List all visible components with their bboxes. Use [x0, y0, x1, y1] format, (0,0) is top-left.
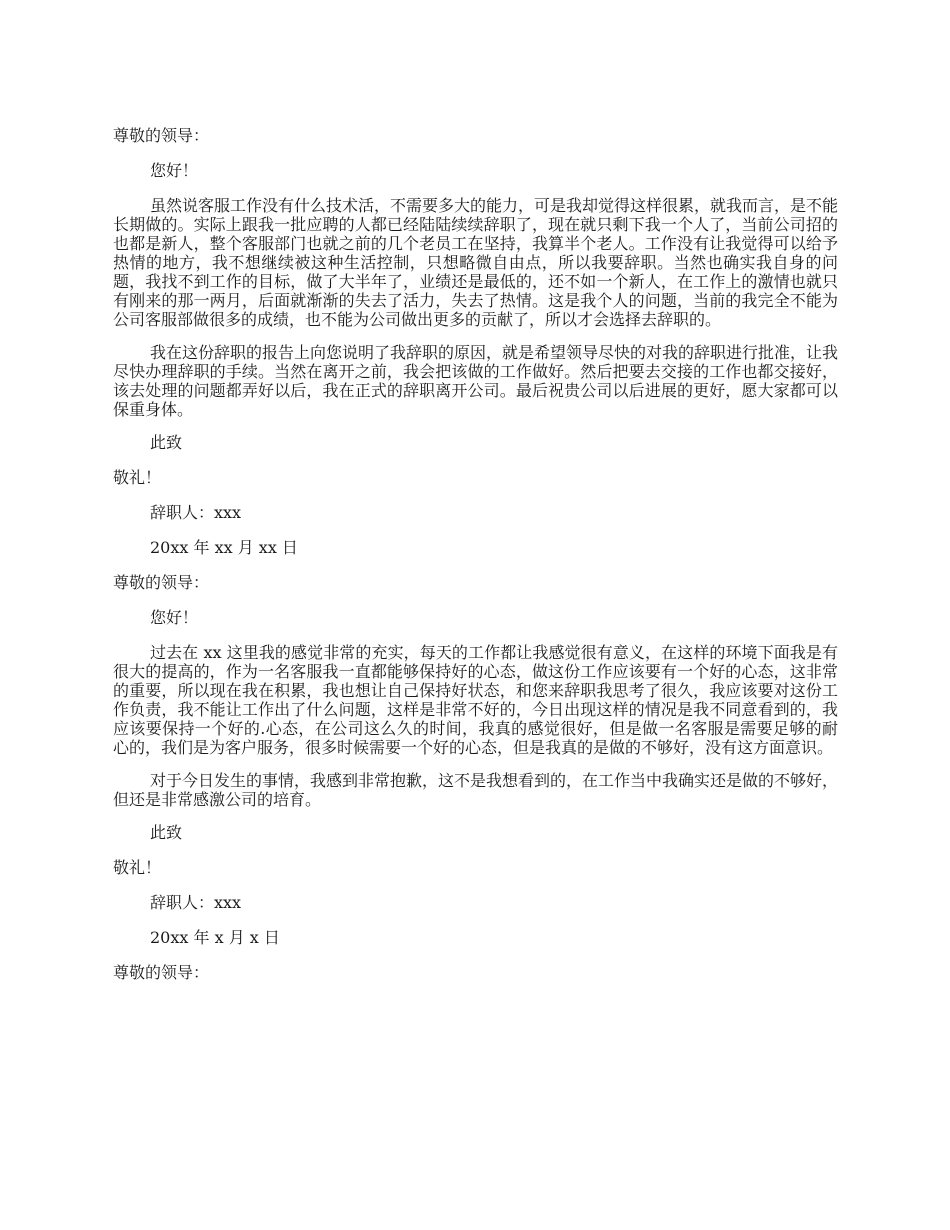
- salutation: 尊敬的领导：: [113, 573, 210, 592]
- greeting: 您好！: [150, 608, 199, 627]
- letter-1: [113, 126, 838, 557]
- salutation: 尊敬的领导：: [113, 126, 210, 145]
- signature: 辞职人：xxx: [150, 893, 242, 912]
- regards: 敬礼！: [113, 858, 162, 877]
- body-paragraph: 对于今日发生的事情，我感到非常抱歉，这不是我想看到的，在工作当中我确实还是做的不够好，但还是非常感激公司的培育。: [113, 771, 839, 809]
- body-paragraph: 我在这份辞职的报告上向您说明了我辞职的原因，就是希望领导尽快的对我的辞职进行批准，让我尽快办理辞职的手续。当然在离开之前，我会把该做的工作做好。然后把要去交接的工作也都交接好，该去处理的问题都弄好以后，我在正式的辞职离开公司。最后祝贵公司以后进展的更好，愿大家都可以保重身体。: [113, 343, 839, 419]
- closing: 此致: [150, 433, 183, 452]
- body-paragraph: 虽然说客服工作没有什么技术活，不需要多大的能力，可是我却觉得这样很累，就我而言，是不能长期做的。实际上跟我一批应聘的人都已经陆陆续续辞职了，现在就只剩下我一个人了，当前公司招的也都是新人，整个客服部门也就之前的几个老员工在坚持，我算半个老人。工作没有让我觉得可以给予热情的地方，我不想继续被这种生活控制，只想略微自由点，所以我要辞职。当然也确实我自身的问题，我找不到工作的目标，做了大半年了，业绩还是最低的，还不如一个新人，在工作上的激情也就只有刚来的那一两月，后面就渐渐的失去了活力，失去了热情。这是我个人的问题，当前的我完全不能为公司客服部做很多的成绩，也不能为公司做出更多的贡献了，所以才会选择去辞职的。: [113, 196, 839, 329]
- signature: 辞职人：xxx: [150, 503, 242, 522]
- regards: 敬礼！: [113, 468, 162, 487]
- greeting: 您好！: [150, 161, 199, 180]
- date: 20xx 年 xx 月 xx 日: [150, 538, 298, 557]
- salutation: 尊敬的领导：: [113, 963, 210, 982]
- letter-2: [113, 573, 838, 947]
- body-paragraph: 过去在 xx 这里我的感觉非常的充实，每天的工作都让我感觉很有意义，在这样的环境下面我是有很大的提高的，作为一名客服我一直都能够保持好的心态，做这份工作应该要有一个好的心态，这非常的重要，所以现在我在积累，我也想让自己保持好状态，和您来辞职我思考了很久，我应该要对这份工作负责，我不能让工作出了什么问题，这样是非常不好的，今日出现这样的情况是我不同意看到的，我应该要保持一个好的.心态，在公司这么久的时间，我真的感觉很好，但是做一名客服是需要足够的耐心的，我们是为客户服务，很多时候需要一个好的心态，但是我真的是做的不够好，没有这方面意识。: [113, 643, 838, 757]
- closing: 此致: [150, 823, 183, 842]
- date: 20xx 年 x 月 x 日: [150, 928, 280, 947]
